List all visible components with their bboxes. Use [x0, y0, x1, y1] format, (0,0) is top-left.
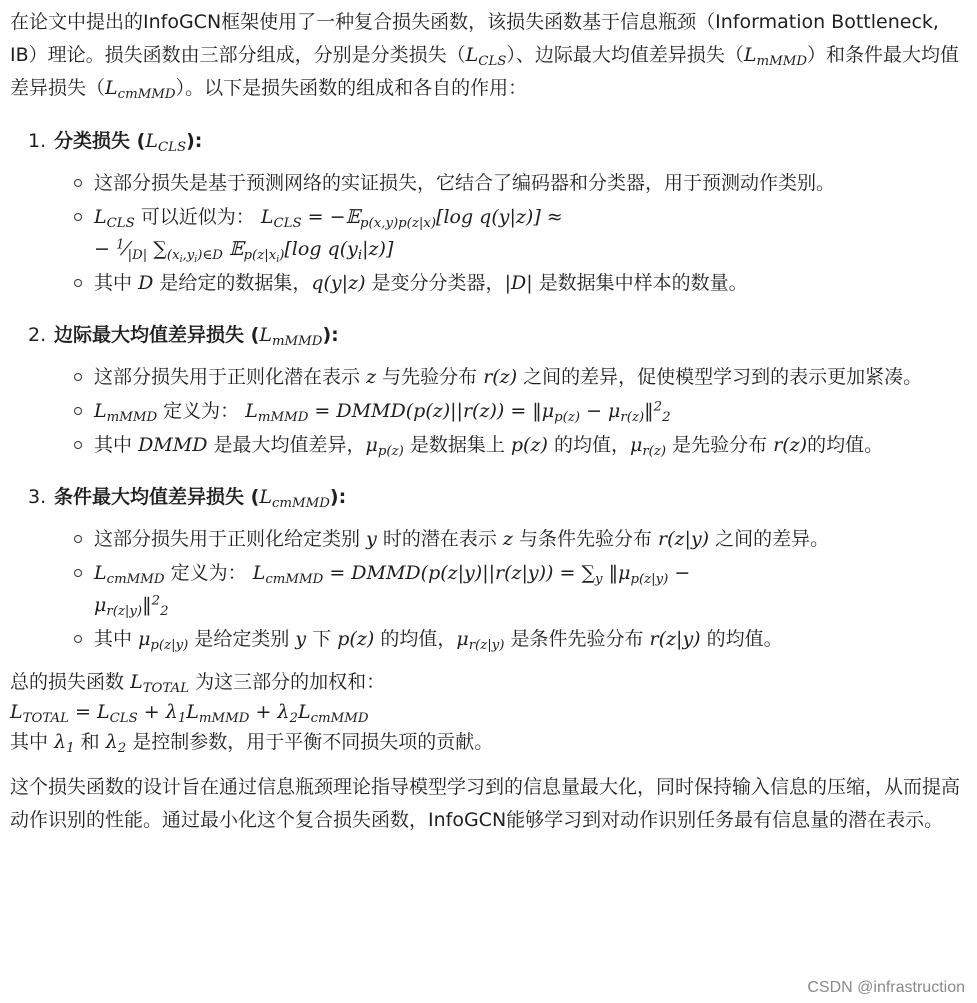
bullet-text: 与先验分布	[382, 366, 478, 388]
bullet-list	[10, 361, 972, 461]
summary-line	[10, 667, 972, 697]
math-pz: p(z)	[510, 434, 548, 456]
math-l-cmmmd: $L_{cmMMD}$	[94, 562, 165, 587]
math-y: y	[295, 628, 307, 650]
math-abs-d: |D|	[504, 272, 533, 294]
item-number: 1.	[28, 130, 47, 152]
item-heading-close: ):	[186, 130, 203, 152]
bullet-text: 这部分损失用于正则化给定类别	[94, 528, 361, 550]
math-l-cls: $L_{CLS}$	[145, 130, 187, 155]
summary-text: 其中	[10, 731, 49, 753]
list-item-conditional-mmd-loss	[10, 477, 972, 655]
bullet-text: 是变分分类器，	[371, 272, 505, 294]
math-y: y	[366, 528, 377, 550]
math-z: z	[502, 528, 513, 550]
article-content	[10, 0, 972, 837]
loss-component-list	[10, 121, 972, 655]
bullet-item	[10, 523, 972, 555]
watermark: CSDN @infrastruction	[807, 979, 965, 996]
math-d: D	[138, 272, 154, 294]
bullet-item	[10, 201, 972, 265]
math-q: q(y|z)	[311, 272, 366, 294]
math-rz: r(z)	[483, 366, 518, 388]
summary-text: 是控制参数，用于平衡不同损失项的贡献。	[132, 731, 494, 753]
bullet-item	[10, 557, 972, 621]
summary-block	[10, 667, 972, 757]
summary-text: 为这三部分的加权和：	[195, 671, 386, 693]
bullet-text: 是先验分布	[672, 434, 768, 456]
item-heading: 边际最大均值差异损失 (	[54, 324, 260, 346]
math-lambda1: $\lambda_1$	[54, 731, 75, 756]
math-l-cls: $L_{CLS}$	[465, 44, 507, 69]
bullet-text: 其中	[94, 628, 133, 650]
math-rzy: r(z|y)	[649, 628, 701, 650]
bullet-item	[10, 395, 972, 427]
intro-text-c: ）和条件最大均值差异损失（	[10, 44, 960, 99]
bullet-text: 定义为：	[170, 562, 247, 584]
math-z: z	[366, 366, 377, 388]
math-mmmd-formula: $L_{mMMD}$ = DMMD(p(z)||r(z)) = $‖\mu_{p(z)}$ − $\mu_{r(z)}‖^2_2$	[245, 399, 671, 425]
item-heading: 分类损失 (	[54, 130, 146, 152]
math-l-cmmmd: $L_{cmMMD}$	[259, 486, 330, 511]
math-cmmmd-formula: $L_{cmMMD}$ = DMMD(p(z|y)||r(z|y)) = $\sum_y$ $‖\mu_{p(z|y)}$ − $\mu_{r(z|y)}‖^2_2$	[94, 562, 691, 619]
math-l-cmmmd: $L_{cmMMD}$	[105, 77, 176, 102]
item-heading: 条件最大均值差异损失 (	[54, 486, 260, 508]
bullet-item	[10, 361, 972, 393]
item-number: 2.	[28, 324, 47, 346]
bullet-item	[10, 167, 972, 199]
math-mu-rzy: $\mu_{r(z|y)}$	[456, 628, 505, 653]
intro-paragraph	[10, 0, 972, 105]
bullet-text: 这部分损失是基于预测网络的实证损失，它结合了编码器和分类器，用于预测动作类别。	[94, 172, 836, 194]
math-rz: r(z)	[773, 434, 808, 456]
bullet-text: 是条件先验分布	[510, 628, 644, 650]
conclusion-block	[10, 771, 972, 837]
math-total-formula: $L_{TOTAL} = L_{CLS} + \lambda_1L_{mMMD} + \lambda_2L_{cmMMD}$	[10, 701, 369, 726]
math-dmmd: DMMD	[138, 434, 208, 456]
bullet-list	[10, 167, 972, 299]
bullet-text: 其中	[94, 434, 133, 456]
math-l-mmmd: $L_{mMMD}$	[259, 324, 323, 349]
bullet-item	[10, 267, 972, 299]
summary-text: 总的损失函数	[10, 671, 125, 693]
intro-text-a: 在论文中提出的InfoGCN框架使用了一种复合损失函数，该损失函数基于信息瓶颈（Information Bottleneck, IB）理论。损失函数由三部分组成，分别是分类损失（	[10, 11, 939, 66]
bullet-text: 的均值。	[706, 628, 783, 650]
bullet-list	[10, 523, 972, 655]
bullet-text: 与条件先验分布	[518, 528, 652, 550]
math-cls-formula: $L_{CLS}$ = −𝔼$_{p(x,y)p(z|x)}$[log q(y|z)] ≈ − $^1⁄_{|D|}$ $\sum_{(x_i,y_i)\in D}$ 𝔼$_{p(z|x_i)}$[log $q(y_i|z)$]	[94, 206, 563, 265]
intro-text-b: ）、边际最大均值差异损失（	[506, 44, 744, 66]
bullet-text: 是数据集上	[409, 434, 505, 456]
list-item-classification-loss	[10, 121, 972, 299]
bullet-text: 下	[312, 628, 332, 650]
item-heading-close: ):	[322, 324, 339, 346]
bullet-text: 这部分损失用于正则化潜在表示	[94, 366, 361, 388]
bullet-item	[10, 623, 972, 655]
bullet-text: 定义为：	[163, 400, 240, 422]
bullet-text: 可以近似为：	[140, 206, 255, 228]
math-l-total: $L_{TOTAL}$	[130, 671, 190, 696]
math-lambda2: $\lambda_2$	[105, 731, 127, 756]
bullet-text: 是最大均值差异，	[213, 434, 366, 456]
math-rzy: r(z|y)	[658, 528, 710, 550]
math-mu-pz: $\mu_{p(z)}$	[365, 434, 404, 459]
total-loss-formula	[10, 697, 972, 727]
item-number: 3.	[28, 486, 47, 508]
list-item-marginal-mmd-loss	[10, 315, 972, 461]
bullet-text: 其中	[94, 272, 133, 294]
bullet-text: 是给定类别	[194, 628, 290, 650]
bullet-text: 的均值，	[553, 434, 630, 456]
summary-text: 和	[80, 731, 100, 753]
math-l-mmmd: $L_{mMMD}$	[94, 400, 158, 425]
bullet-item	[10, 429, 972, 461]
bullet-text: 是数据集中样本的数量。	[538, 272, 748, 294]
item-title	[10, 477, 972, 517]
item-heading-close: ):	[329, 486, 347, 508]
math-mu-rz: $\mu_{r(z)}$	[629, 434, 667, 459]
bullet-text: 是给定的数据集，	[159, 272, 312, 294]
math-pz: p(z)	[337, 628, 375, 650]
item-title	[10, 121, 972, 161]
bullet-text: 时的潜在表示	[382, 528, 497, 550]
item-title	[10, 315, 972, 355]
math-l-mmmd: $L_{mMMD}$	[743, 44, 808, 69]
summary-line	[10, 727, 972, 757]
math-l-cls: $L_{CLS}$	[94, 206, 135, 231]
conclusion-paragraph: 这个损失函数的设计旨在通过信息瓶颈理论指导模型学习到的信息量最大化，同时保持输入信息的压缩，从而提高动作识别的性能。通过最小化这个复合损失函数，InfoGCN能够学习到对动作识别任务最有信息量的潜在表示。	[10, 776, 961, 831]
intro-text-d: ）。以下是损失函数的组成和各自的作用：	[175, 77, 528, 99]
math-mu-pzy: $\mu_{p(z|y)}$	[138, 628, 189, 653]
bullet-text: 的均值。	[807, 434, 884, 456]
bullet-text: 之间的差异。	[715, 528, 830, 550]
bullet-text: 的均值，	[380, 628, 457, 650]
bullet-text: 之间的差异，促使模型学习到的表示更加紧凑。	[523, 366, 923, 388]
